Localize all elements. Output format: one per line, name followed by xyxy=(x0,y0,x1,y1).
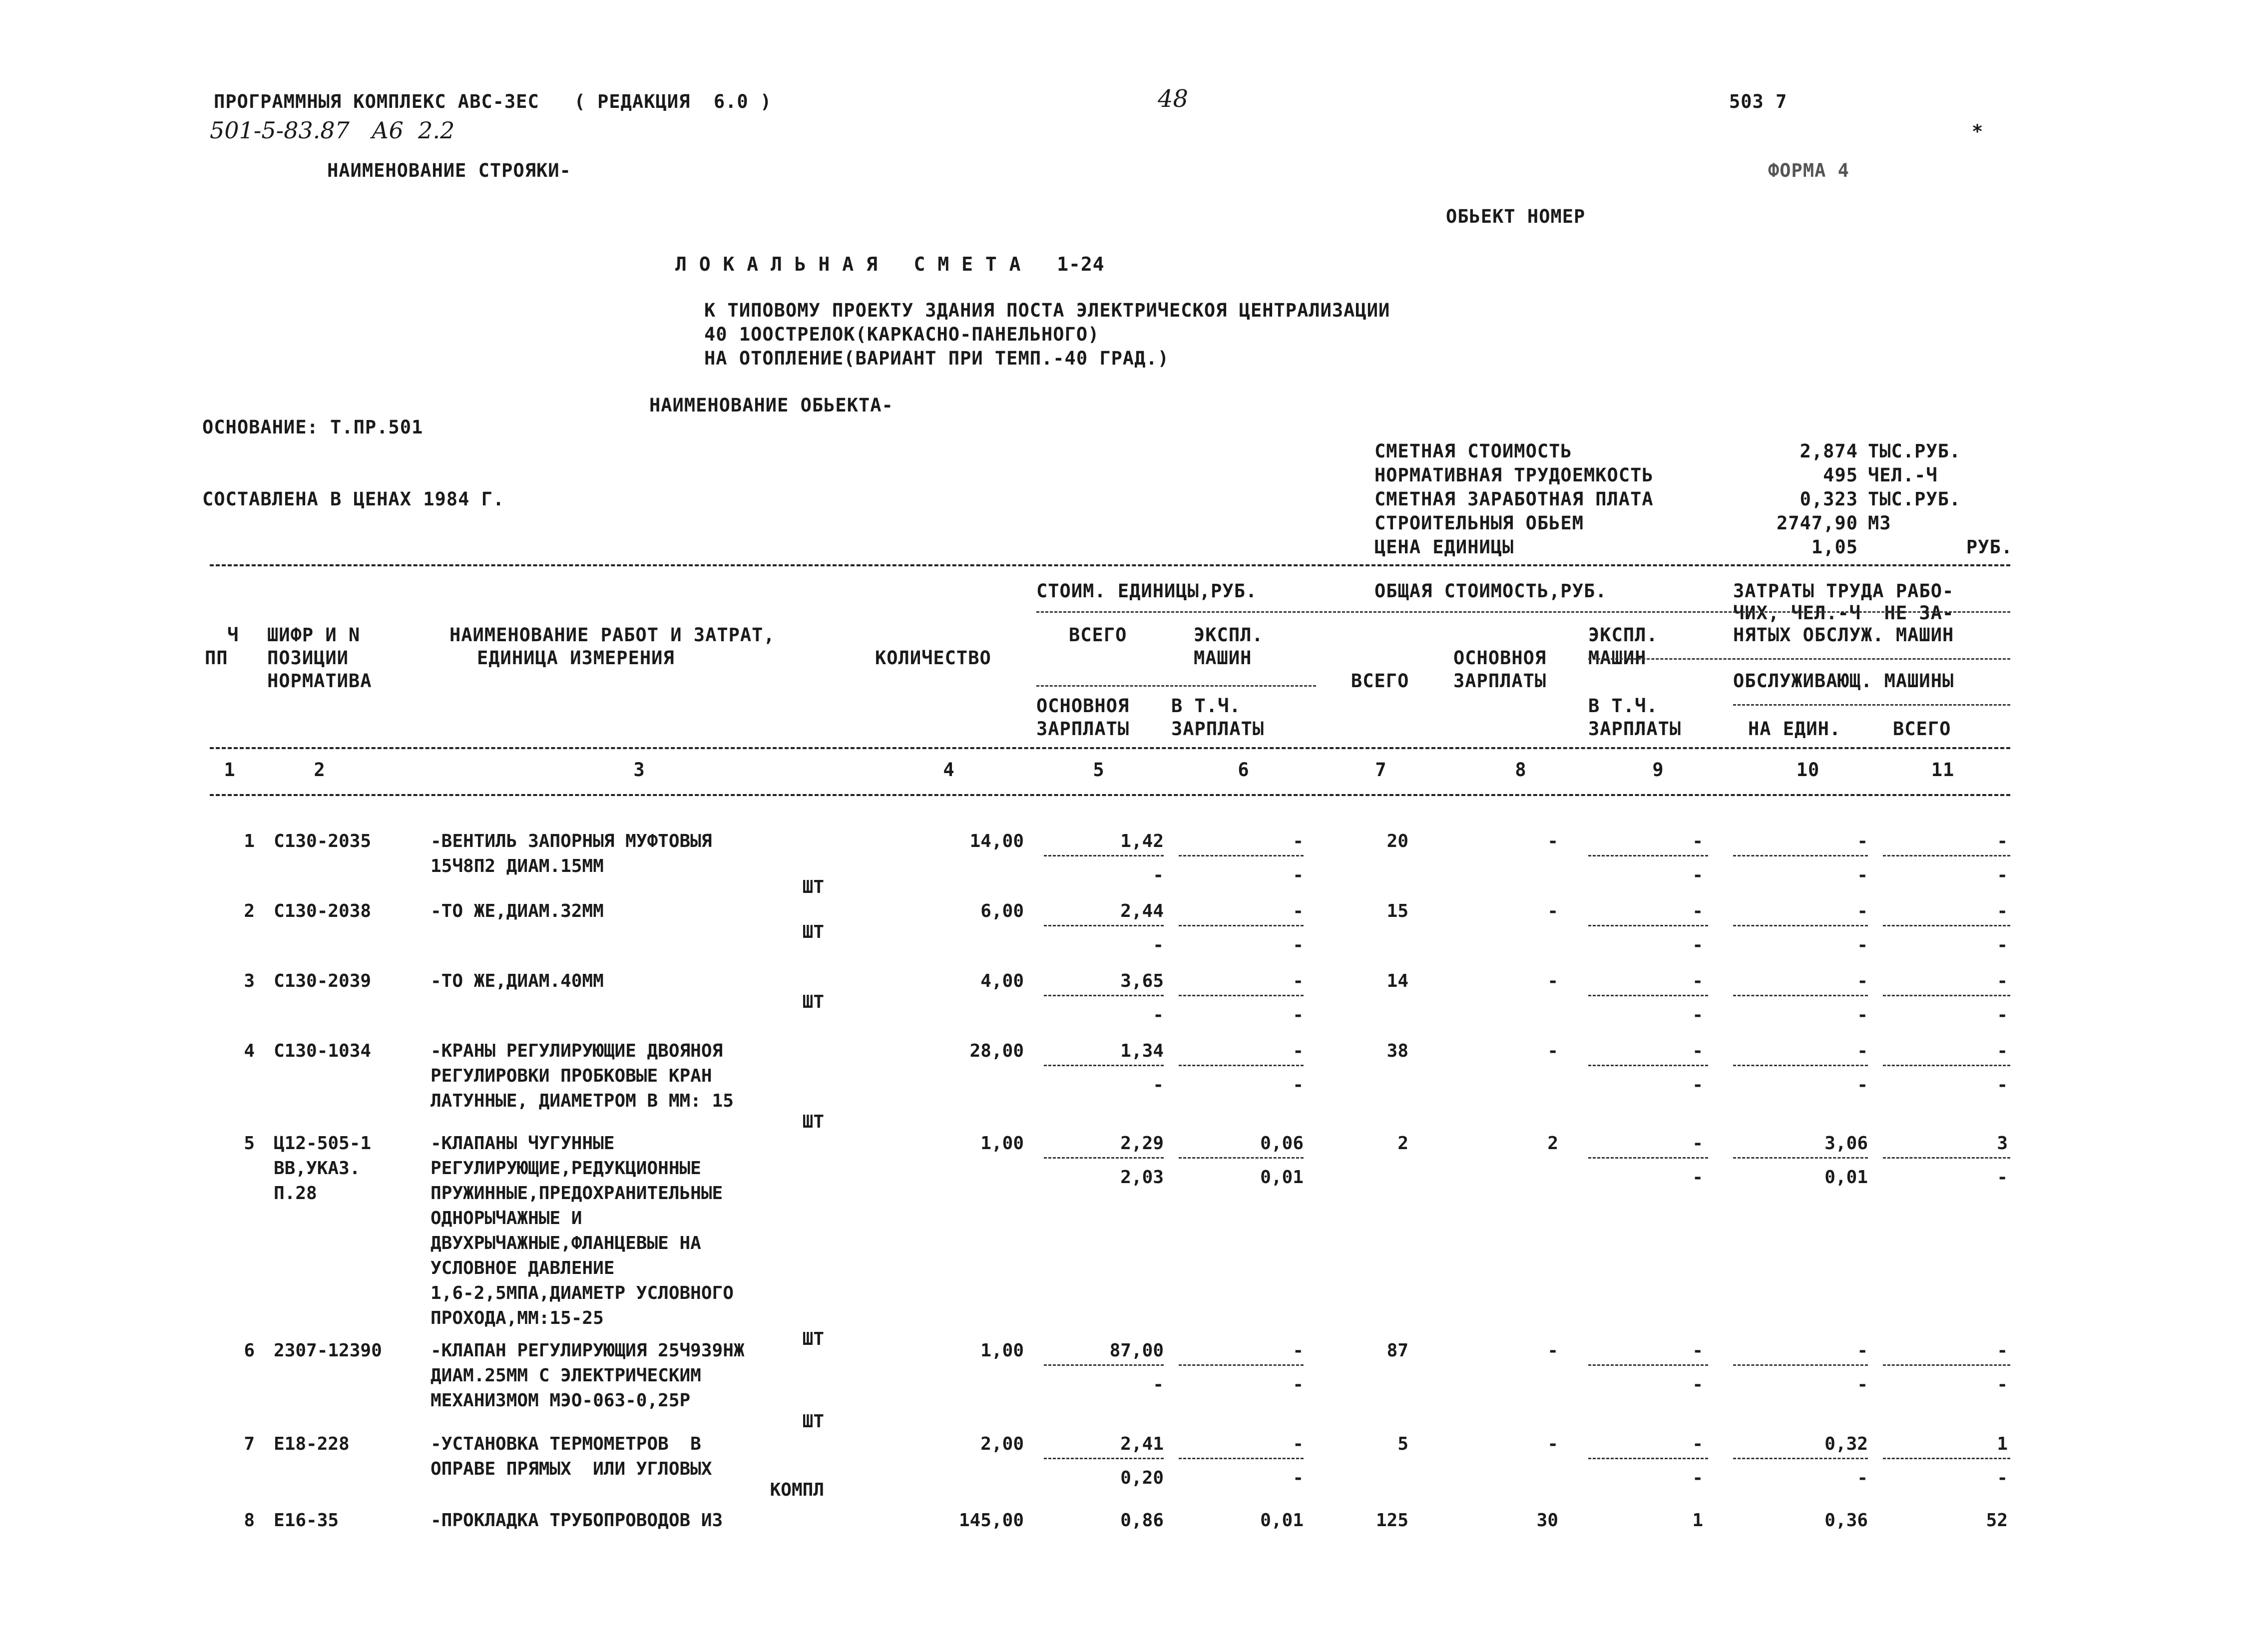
header-col7: ВСЕГО xyxy=(1351,670,1409,692)
summary-unit: РУБ. xyxy=(1966,536,2013,558)
header-labor-subgroup: ОБСЛУЖИВАЮЩ. МАШИНЫ xyxy=(1733,670,1954,692)
row-name: -ТО ЖЕ,ДИАМ.32ММ xyxy=(431,901,604,921)
row-labor-per-unit: - xyxy=(1857,831,1868,851)
cell-divider-rule xyxy=(1179,995,1304,996)
row-quantity: 2,00 xyxy=(980,1434,1024,1454)
cell-divider-rule xyxy=(1883,855,2010,856)
cell-divider-rule xyxy=(1044,1458,1164,1459)
row-number: 6 xyxy=(244,1340,255,1361)
cell-divider-rule xyxy=(1733,1065,1868,1066)
row-unit: ШТ xyxy=(802,1329,824,1349)
row-machine-labor-per-unit: - xyxy=(1857,1005,1868,1025)
row-machine-labor-total: - xyxy=(1997,1374,2008,1395)
row-unit: ШТ xyxy=(802,992,824,1012)
cell-divider-rule xyxy=(1733,925,1868,926)
header-col6: ЗАРПЛАТЫ xyxy=(1171,718,1265,740)
row-labor-total: - xyxy=(1997,1041,2008,1061)
row-code: 2307-12390 xyxy=(274,1340,382,1361)
header-col9: В Т.Ч. xyxy=(1588,695,1658,717)
row-name: ПРОХОДА,ММ:15-25 xyxy=(431,1308,604,1328)
row-unit-cost-total: 1,42 xyxy=(1120,831,1164,851)
row-unit-cost-base-wages: 2,03 xyxy=(1120,1167,1164,1188)
column-number: 4 xyxy=(943,759,955,781)
summary-unit: ЧЕЛ.-Ч xyxy=(1868,464,1938,486)
header-col8: ОСНОВНОЯ xyxy=(1453,647,1547,669)
cell-divider-rule xyxy=(1179,1458,1304,1459)
row-unit: ШТ xyxy=(802,1112,824,1132)
row-number: 8 xyxy=(244,1510,255,1531)
column-number: 7 xyxy=(1375,759,1387,781)
header-col5: ОСНОВНОЯ xyxy=(1036,695,1130,717)
header-labor-group: ЗАТРАТЫ ТРУДА РАБО- xyxy=(1733,580,1954,602)
row-total-cost: 125 xyxy=(1375,1510,1408,1531)
row-unit-cost-machine-wages: - xyxy=(1293,935,1304,955)
row-name: ОПРАВЕ ПРЯМЫХ ИЛИ УГЛОВЫХ xyxy=(431,1459,712,1479)
row-labor-total: - xyxy=(1997,971,2008,991)
line-name-label: НАИМЕНОВАНИЕ СТРОЯКИ- xyxy=(327,160,571,181)
row-name: ОДНОРЫЧАЖНЫЕ И xyxy=(431,1208,582,1229)
row-quantity: 28,00 xyxy=(969,1041,1024,1061)
row-code: ВВ,УКАЗ. xyxy=(274,1158,361,1179)
row-labor-total: - xyxy=(1997,1340,2008,1361)
row-machine-labor-total: - xyxy=(1997,1005,2008,1025)
header-col3: ЕДИНИЦА ИЗМЕРЕНИЯ xyxy=(477,647,675,669)
header-bottom-rule xyxy=(210,747,2010,749)
header-labor-group: НЯТЫХ ОБСЛУЖ. МАШИН xyxy=(1733,624,1954,646)
cell-divider-rule xyxy=(1733,1364,1868,1366)
cell-divider-rule xyxy=(1883,1458,2010,1459)
row-unit: ШТ xyxy=(802,1411,824,1432)
row-total-base-wages: - xyxy=(1547,1041,1558,1061)
row-machine-wages: - xyxy=(1692,1075,1703,1095)
row-total-base-wages: - xyxy=(1547,1434,1558,1454)
row-name: 15Ч8П2 ДИАМ.15ММ xyxy=(431,856,604,876)
row-unit: КОМПЛ xyxy=(770,1480,824,1500)
header-total-cost-group: ОБЩАЯ СТОИМОСТЬ,РУБ. xyxy=(1374,580,1607,602)
row-unit-cost-base-wages: - xyxy=(1153,865,1164,885)
row-code: Е18-228 xyxy=(274,1434,350,1454)
row-total-cost: 38 xyxy=(1386,1041,1408,1061)
column-number: 8 xyxy=(1515,759,1527,781)
row-total-base-wages: - xyxy=(1547,1340,1558,1361)
header-col10: НА ЕДИН. xyxy=(1748,718,1841,740)
row-unit-cost-machines: - xyxy=(1293,901,1304,921)
row-labor-per-unit: - xyxy=(1857,971,1868,991)
row-total-cost: 20 xyxy=(1386,831,1408,851)
row-labor-per-unit: 3,06 xyxy=(1824,1133,1868,1154)
row-labor-total: 1 xyxy=(1997,1434,2008,1454)
header-col1: Ч xyxy=(227,624,239,646)
summary-label: СТРОИТЕЛЬНЫЯ ОБЬЕМ xyxy=(1374,512,1584,534)
prices-basis: СОСТАВЛЕНА В ЦЕНАХ 1984 Г. xyxy=(202,488,505,510)
cell-divider-rule xyxy=(1883,995,2010,996)
row-quantity: 1,00 xyxy=(980,1340,1024,1361)
row-name: ДВУХРЫЧАЖНЫЕ,ФЛАНЦЕВЫЕ НА xyxy=(431,1233,701,1253)
document-title: Л О К А Л Ь Н А Я С М Е Т А 1-24 xyxy=(675,253,1105,275)
row-total-machines: - xyxy=(1692,901,1703,921)
row-unit-cost-machines: 0,01 xyxy=(1260,1510,1304,1531)
row-machine-labor-per-unit: - xyxy=(1857,865,1868,885)
cell-divider-rule xyxy=(1733,995,1868,996)
cell-divider-rule xyxy=(1044,925,1164,926)
row-machine-wages: - xyxy=(1692,1005,1703,1025)
row-name: ДИАМ.25ММ С ЭЛЕКТРИЧЕСКИМ xyxy=(431,1365,701,1386)
header-inner-rule xyxy=(1733,704,2010,706)
row-labor-per-unit: - xyxy=(1857,1041,1868,1061)
cell-divider-rule xyxy=(1588,1458,1708,1459)
row-labor-per-unit: 0,32 xyxy=(1824,1434,1868,1454)
summary-label: СМЕТНАЯ ЗАРАБОТНАЯ ПЛАТА xyxy=(1374,488,1654,510)
header-col9: ЗАРПЛАТЫ xyxy=(1588,718,1682,740)
row-machine-labor-per-unit: - xyxy=(1857,1374,1868,1395)
summary-label: ЦЕНА ЕДИНИЦЫ xyxy=(1374,536,1514,558)
page-code: 503 7 xyxy=(1729,91,1788,112)
row-name: -ПРОКЛАДКА ТРУБОПРОВОДОВ ИЗ xyxy=(431,1510,723,1531)
cell-divider-rule xyxy=(1588,925,1708,926)
row-labor-total: 3 xyxy=(1997,1133,2008,1154)
row-total-machines: - xyxy=(1692,1434,1703,1454)
header-col9: ЭКСПЛ. xyxy=(1588,624,1658,646)
row-machine-wages: - xyxy=(1692,935,1703,955)
row-number: 7 xyxy=(244,1434,255,1454)
row-total-machines: - xyxy=(1692,1133,1703,1154)
row-total-cost: 87 xyxy=(1386,1340,1408,1361)
summary-value: 2,874 xyxy=(1799,440,1858,462)
row-machine-labor-per-unit: - xyxy=(1857,1468,1868,1488)
cell-divider-rule xyxy=(1179,1157,1304,1159)
row-quantity: 6,00 xyxy=(980,901,1024,921)
cell-divider-rule xyxy=(1588,995,1708,996)
row-total-machines: - xyxy=(1692,1041,1703,1061)
row-unit-cost-total: 87,00 xyxy=(1109,1340,1164,1361)
row-unit-cost-base-wages: 0,20 xyxy=(1120,1468,1164,1488)
cell-divider-rule xyxy=(1883,1157,2010,1159)
row-code: П.28 xyxy=(274,1183,317,1204)
row-machine-labor-per-unit: - xyxy=(1857,1075,1868,1095)
cell-divider-rule xyxy=(1179,925,1304,926)
row-code: С130-2035 xyxy=(274,831,372,851)
subtitle-line-3: НА ОТОПЛЕНИЕ(ВАРИАНТ ПРИ ТЕМП.-40 ГРАД.) xyxy=(704,348,1170,369)
column-number: 2 xyxy=(314,759,326,781)
row-unit: ШТ xyxy=(802,922,824,942)
column-number-rule xyxy=(210,794,2010,796)
row-code: Е16-35 xyxy=(274,1510,339,1531)
cell-divider-rule xyxy=(1588,855,1708,856)
cell-divider-rule xyxy=(1179,1364,1304,1366)
cell-divider-rule xyxy=(1883,1364,2010,1366)
cell-divider-rule xyxy=(1044,855,1164,856)
row-total-base-wages: - xyxy=(1547,971,1558,991)
header-col2: ПОЗИЦИИ xyxy=(267,647,349,669)
cell-divider-rule xyxy=(1883,925,2010,926)
page-number: 48 xyxy=(1158,85,1189,113)
row-total-machines: - xyxy=(1692,1340,1703,1361)
header-col5: ЗАРПЛАТЫ xyxy=(1036,718,1130,740)
cell-divider-rule xyxy=(1588,1157,1708,1159)
row-total-machines: - xyxy=(1692,971,1703,991)
corner-mark: * xyxy=(1972,121,1984,142)
row-name: ЛАТУННЫЕ, ДИАМЕТРОМ В ММ: 15 xyxy=(431,1091,734,1111)
summary-label: НОРМАТИВНАЯ ТРУДОЕМКОСТЬ xyxy=(1374,464,1654,486)
header-unit-cost-group: СТОИМ. ЕДИНИЦЫ,РУБ. xyxy=(1036,580,1258,602)
row-total-cost: 2 xyxy=(1397,1133,1408,1154)
object-name-label: НАИМЕНОВАНИЕ ОБЬЕКТА- xyxy=(649,395,894,416)
row-unit-cost-total: 2,41 xyxy=(1120,1434,1164,1454)
row-machine-labor-per-unit: 0,01 xyxy=(1824,1167,1868,1188)
row-unit-cost-machine-wages: - xyxy=(1293,1468,1304,1488)
row-code: С130-2039 xyxy=(274,971,372,991)
row-code: С130-1034 xyxy=(274,1041,372,1061)
header-col11: ВСЕГО xyxy=(1893,718,1951,740)
row-unit-cost-base-wages: - xyxy=(1153,1005,1164,1025)
row-number: 3 xyxy=(244,971,255,991)
cell-divider-rule xyxy=(1588,1364,1708,1366)
row-name: 1,6-2,5МПА,ДИАМЕТР УСЛОВНОГО xyxy=(431,1283,734,1303)
header-inner-rule xyxy=(1036,685,1316,687)
table-top-rule xyxy=(210,564,2010,566)
row-unit-cost-base-wages: - xyxy=(1153,1075,1164,1095)
cell-divider-rule xyxy=(1588,1065,1708,1066)
header-col2: ШИФР И N xyxy=(267,624,361,646)
row-total-base-wages: 30 xyxy=(1536,1510,1558,1531)
header-col1: ПП xyxy=(205,647,228,669)
row-unit-cost-total: 1,34 xyxy=(1120,1041,1164,1061)
header-inner-rule xyxy=(1036,611,2010,613)
row-unit-cost-base-wages: - xyxy=(1153,1374,1164,1395)
row-labor-total: 52 xyxy=(1986,1510,2008,1531)
row-unit-cost-machines: - xyxy=(1293,971,1304,991)
row-unit-cost-machine-wages: - xyxy=(1293,1374,1304,1395)
summary-value: 1,05 xyxy=(1811,536,1858,558)
header-col8: ЗАРПЛАТЫ xyxy=(1453,670,1547,692)
cell-divider-rule xyxy=(1883,1065,2010,1066)
row-unit-cost-machines: - xyxy=(1293,831,1304,851)
row-unit-cost-machine-wages: - xyxy=(1293,865,1304,885)
row-unit-cost-machines: 0,06 xyxy=(1260,1133,1304,1154)
row-name: -КРАНЫ РЕГУЛИРУЮЩИЕ ДВОЯНОЯ xyxy=(431,1041,723,1061)
row-total-base-wages: - xyxy=(1547,831,1558,851)
row-total-base-wages: 2 xyxy=(1547,1133,1558,1154)
row-machine-wages: - xyxy=(1692,1374,1703,1395)
row-unit-cost-machines: - xyxy=(1293,1041,1304,1061)
column-number: 6 xyxy=(1238,759,1250,781)
form-label: ФОРМА 4 xyxy=(1768,160,1849,181)
row-machine-labor-total: - xyxy=(1997,935,2008,955)
row-labor-total: - xyxy=(1997,831,2008,851)
header-col4-quantity: КОЛИЧЕСТВО xyxy=(875,647,991,669)
row-quantity: 1,00 xyxy=(980,1133,1024,1154)
row-machine-wages: - xyxy=(1692,1167,1703,1188)
cell-divider-rule xyxy=(1733,1157,1868,1159)
handwritten-doc-code: 501-5-83.87 А6 2.2 xyxy=(210,117,455,144)
program-name: ПРОГРАММНЫЯ КОМПЛЕКС АВС-ЗЕС ( РЕДАКЦИЯ 6.0 ) xyxy=(214,91,772,112)
row-code: С130-2038 xyxy=(274,901,372,921)
row-total-machines: - xyxy=(1692,831,1703,851)
header-col9: МАШИН xyxy=(1588,647,1647,669)
row-total-machines: 1 xyxy=(1692,1510,1703,1531)
row-unit-cost-machine-wages: - xyxy=(1293,1005,1304,1025)
row-total-cost: 15 xyxy=(1386,901,1408,921)
row-machine-labor-total: - xyxy=(1997,1075,2008,1095)
header-col5: ВСЕГО xyxy=(1069,624,1127,646)
row-number: 1 xyxy=(244,831,255,851)
row-name: -УСТАНОВКА ТЕРМОМЕТРОВ В xyxy=(431,1434,701,1454)
subtitle-line-2: 40 1ООСТРЕЛОК(КАРКАСНО-ПАНЕЛЬНОГО) xyxy=(704,324,1100,345)
header-col2: НОРМАТИВА xyxy=(267,670,372,692)
row-unit-cost-machines: - xyxy=(1293,1340,1304,1361)
row-quantity: 14,00 xyxy=(969,831,1024,851)
summary-unit: ТЫС.РУБ. xyxy=(1868,488,1961,510)
column-number: 1 xyxy=(224,759,236,781)
row-labor-per-unit: - xyxy=(1857,1340,1868,1361)
summary-value: 495 xyxy=(1823,464,1858,486)
row-unit: ШТ xyxy=(802,877,824,897)
summary-unit: М3 xyxy=(1868,512,1891,534)
row-machine-wages: - xyxy=(1692,865,1703,885)
row-machine-labor-total: - xyxy=(1997,1167,2008,1188)
row-number: 2 xyxy=(244,901,255,921)
column-number: 5 xyxy=(1093,759,1105,781)
row-unit-cost-total: 3,65 xyxy=(1120,971,1164,991)
summary-label: СМЕТНАЯ СТОИМОСТЬ xyxy=(1374,440,1572,462)
row-name: -КЛАПАНЫ ЧУГУННЫЕ xyxy=(431,1133,615,1154)
row-code: Ц12-505-1 xyxy=(274,1133,372,1154)
row-name: -ТО ЖЕ,ДИАМ.40ММ xyxy=(431,971,604,991)
basis: ОСНОВАНИЕ: Т.ПР.501 xyxy=(202,416,424,438)
cell-divider-rule xyxy=(1044,1065,1164,1066)
subtitle-line-1: К ТИПОВОМУ ПРОЕКТУ ЗДАНИЯ ПОСТА ЭЛЕКТРИЧЕСКОЯ ЦЕНТРАЛИЗАЦИИ xyxy=(704,300,1390,321)
row-machine-wages: - xyxy=(1692,1468,1703,1488)
row-name: -ВЕНТИЛЬ ЗАПОРНЫЯ МУФТОВЫЯ xyxy=(431,831,712,851)
row-unit-cost-machines: - xyxy=(1293,1434,1304,1454)
row-total-cost: 14 xyxy=(1386,971,1408,991)
row-name: -КЛАПАН РЕГУЛИРУЮЩИЯ 25Ч939НЖ xyxy=(431,1340,745,1361)
row-name: РЕГУЛИРУЮЩИЕ,РЕДУКЦИОННЫЕ xyxy=(431,1158,701,1179)
cell-divider-rule xyxy=(1044,1157,1164,1159)
column-number: 3 xyxy=(633,759,645,781)
header-col6: ЭКСПЛ. xyxy=(1194,624,1264,646)
column-number: 10 xyxy=(1796,759,1820,781)
row-quantity: 4,00 xyxy=(980,971,1024,991)
header-col3: НАИМЕНОВАНИЕ РАБОТ И ЗАТРАТ, xyxy=(449,624,775,646)
row-name: РЕГУЛИРОВКИ ПРОБКОВЫЕ КРАН xyxy=(431,1066,712,1086)
row-machine-labor-total: - xyxy=(1997,1468,2008,1488)
row-labor-per-unit: 0,36 xyxy=(1824,1510,1868,1531)
summary-value: 0,323 xyxy=(1799,488,1858,510)
object-number-label: ОБЬЕКТ НОМЕР xyxy=(1446,206,1586,227)
row-name: ПРУЖИННЫЕ,ПРЕДОХРАНИТЕЛЬНЫЕ xyxy=(431,1183,723,1204)
row-unit-cost-total: 0,86 xyxy=(1120,1510,1164,1531)
row-name: МЕХАНИЗМОМ МЭО-063-0,25Р xyxy=(431,1390,691,1411)
header-col6: МАШИН xyxy=(1194,647,1252,669)
cell-divider-rule xyxy=(1044,1364,1164,1366)
header-inner-rule xyxy=(1588,658,2010,660)
cell-divider-rule xyxy=(1179,1065,1304,1066)
row-unit-cost-total: 2,44 xyxy=(1120,901,1164,921)
row-number: 5 xyxy=(244,1133,255,1154)
header-labor-group: ЧИХ, ЧЕЛ.-Ч НЕ ЗА- xyxy=(1733,602,1954,624)
header-col6: В Т.Ч. xyxy=(1171,695,1241,717)
row-number: 4 xyxy=(244,1041,255,1061)
row-quantity: 145,00 xyxy=(958,1510,1024,1531)
cell-divider-rule xyxy=(1179,855,1304,856)
cell-divider-rule xyxy=(1044,995,1164,996)
row-unit-cost-machine-wages: - xyxy=(1293,1075,1304,1095)
row-labor-per-unit: - xyxy=(1857,901,1868,921)
column-number: 11 xyxy=(1931,759,1955,781)
row-name: УСЛОВНОЕ ДАВЛЕНИЕ xyxy=(431,1258,615,1278)
row-unit-cost-total: 2,29 xyxy=(1120,1133,1164,1154)
summary-unit: ТЫС.РУБ. xyxy=(1868,440,1961,462)
row-total-cost: 5 xyxy=(1397,1434,1408,1454)
row-machine-labor-per-unit: - xyxy=(1857,935,1868,955)
column-number: 9 xyxy=(1652,759,1664,781)
row-unit-cost-base-wages: - xyxy=(1153,935,1164,955)
row-total-base-wages: - xyxy=(1547,901,1558,921)
cell-divider-rule xyxy=(1733,1458,1868,1459)
cell-divider-rule xyxy=(1733,855,1868,856)
row-machine-labor-total: - xyxy=(1997,865,2008,885)
row-labor-total: - xyxy=(1997,901,2008,921)
summary-value: 2747,90 xyxy=(1777,512,1858,534)
row-unit-cost-machine-wages: 0,01 xyxy=(1260,1167,1304,1188)
